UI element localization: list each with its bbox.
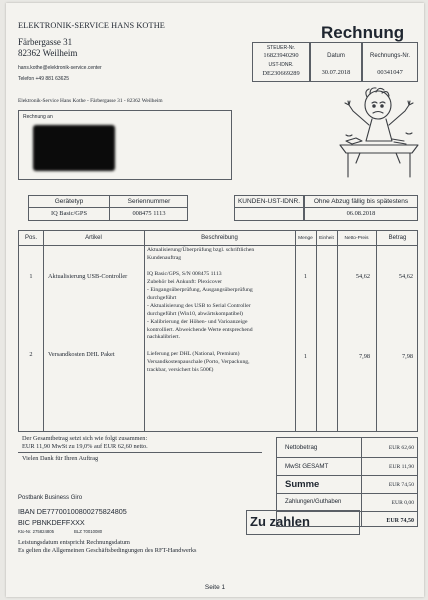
row-netto: 54,62 bbox=[355, 273, 370, 280]
bank-iban: IBAN DE77700100800275824805 bbox=[18, 507, 127, 516]
steuer-label: STEUER-Nr. bbox=[266, 45, 296, 51]
mwst-label: MwSt GESAMT bbox=[285, 463, 329, 470]
row-menge: 1 bbox=[303, 353, 308, 360]
col-netto: Netto-Preis bbox=[344, 236, 369, 241]
invoice-page bbox=[6, 3, 424, 597]
row-pos: 2 bbox=[29, 351, 33, 358]
zuzahlen-value: EUR 74,50 bbox=[386, 518, 414, 524]
serien-value: 008475 1113 bbox=[132, 210, 166, 217]
ust-label: UST-IDNR. bbox=[268, 62, 294, 68]
row-netto: 7,98 bbox=[358, 353, 370, 360]
col-pos: Pos. bbox=[24, 235, 37, 241]
thanks-text: Vielen Dank für Ihren Auftrag bbox=[22, 455, 99, 462]
bank-ktonr: Kto-Nr. 275824805 bbox=[18, 529, 55, 534]
col-einheit: Einheit bbox=[319, 236, 334, 241]
datum-label: Datum bbox=[327, 53, 345, 59]
zuzahlen-label: Zu zahlen bbox=[250, 514, 310, 529]
tax-id-box bbox=[252, 42, 310, 82]
company-street: Färbergasse 31 bbox=[18, 37, 73, 47]
col-menge: Menge bbox=[298, 236, 313, 241]
kunden-ust-box bbox=[234, 195, 304, 221]
zahlungen-label: Zahlungen/Guthaben bbox=[285, 499, 342, 505]
faellig-label: Ohne Abzug fällig bis spätestens bbox=[313, 198, 409, 205]
row-pos: 1 bbox=[29, 273, 33, 280]
invoice-number-box bbox=[362, 42, 418, 82]
row-menge: 1 bbox=[303, 273, 308, 280]
bank-name: Postbank Business Giro bbox=[18, 495, 83, 501]
steuer-value: 16823940290 bbox=[263, 52, 299, 59]
netto-value: EUR 62,60 bbox=[388, 445, 414, 451]
faellig-value: 06.08.2018 bbox=[346, 210, 376, 217]
col-artikel: Artikel bbox=[85, 235, 102, 241]
kunden-ust-label: KUNDEN-UST-IDNR. bbox=[237, 198, 301, 205]
col-beschreibung: Beschreibung bbox=[201, 235, 238, 241]
summe-value: EUR 74,50 bbox=[388, 482, 414, 488]
nr-label: Rechnungs-Nr. bbox=[369, 53, 411, 59]
row-beschreibung: Aktualisierung/Überprüfung bzgl. schriftlichen Kundenauftrag IQ Basic/GPS, S/N 008475 1113 Zubehör bei Ankunft: Plexicover - Eingangsüberprüfung, Ausgangsüberprüfung durchgeführt - Aktualisierung des USB to Serial Controller durchgeführt (Win10, abwärtskompatibel) - Kalibrierung der Höhen- und Varioanzeige kontrolliert. Abweichende Werte entsprechend nachkalibriert. bbox=[147, 247, 255, 341]
zahlungen-value: EUR 0,00 bbox=[391, 500, 414, 506]
summary-text: Der Gesamtbetrag setzt sich wie folgt zusammen: EUR 11,90 MwSt zu 19,0% auf EUR 62,60 netto. bbox=[22, 435, 148, 450]
bank-bic: BIC PBNKDEFFXXX bbox=[18, 518, 85, 527]
company-phone: Telefon +49 881 63625 bbox=[18, 76, 70, 82]
summe-label: Summe bbox=[285, 479, 320, 490]
recipient-label: Rechnung an bbox=[23, 114, 53, 120]
company-email: hans.kothe@elektronik-service.center bbox=[18, 65, 102, 71]
row-betrag: 54,62 bbox=[398, 273, 413, 280]
company-name: ELEKTRONIK-SERVICE HANS KOTHE bbox=[18, 21, 165, 30]
mwst-value: EUR 11,90 bbox=[389, 464, 414, 470]
company-city: 82362 Weilheim bbox=[18, 48, 78, 58]
row-betrag: 7,98 bbox=[401, 353, 413, 360]
recipient-box bbox=[18, 110, 232, 180]
redacted-address bbox=[33, 125, 115, 171]
items-table bbox=[18, 230, 418, 432]
geraetetyp-value: IQ Basic/GPS bbox=[50, 210, 88, 217]
sender-line: Elektronik-Service Hans Kothe - Färbergasse 31 - 82362 Weilheim bbox=[18, 98, 163, 104]
footer-text: Leistungsdatum entspricht Rechnungsdatum Es gelten die Allgemeinen Geschäftsbedingungen des RFT-Handwerks bbox=[18, 539, 197, 554]
zuzahlen-box bbox=[246, 510, 360, 535]
col-betrag: Betrag bbox=[388, 235, 407, 241]
datum-value: 30.07.2018 bbox=[321, 69, 351, 76]
row-beschreibung: Lieferung per DHL (National, Premium) Versandkostenpauschale (Porto, Verpackung, trackbar, versichert bis 500€) bbox=[147, 351, 250, 373]
device-info-box bbox=[28, 195, 188, 221]
page-number: Seite 1 bbox=[204, 584, 226, 591]
ust-value: DE230669289 bbox=[262, 70, 300, 77]
due-date-box bbox=[304, 195, 418, 221]
row-artikel: Versandkosten DHL Paket bbox=[48, 351, 115, 358]
netto-label: Nettobetrag bbox=[285, 444, 318, 451]
row-artikel: Aktualisierung USB-Controller bbox=[48, 273, 128, 280]
bank-blz: BLZ 70010080 bbox=[74, 529, 103, 534]
cartoon-illustration bbox=[336, 85, 422, 181]
geraetetyp-label: Gerätetyp bbox=[54, 198, 84, 205]
document-title: Rechnung bbox=[321, 23, 405, 42]
date-box bbox=[310, 42, 362, 82]
nr-value: 00341047 bbox=[377, 69, 403, 76]
serien-label: Seriennummer bbox=[127, 198, 171, 205]
